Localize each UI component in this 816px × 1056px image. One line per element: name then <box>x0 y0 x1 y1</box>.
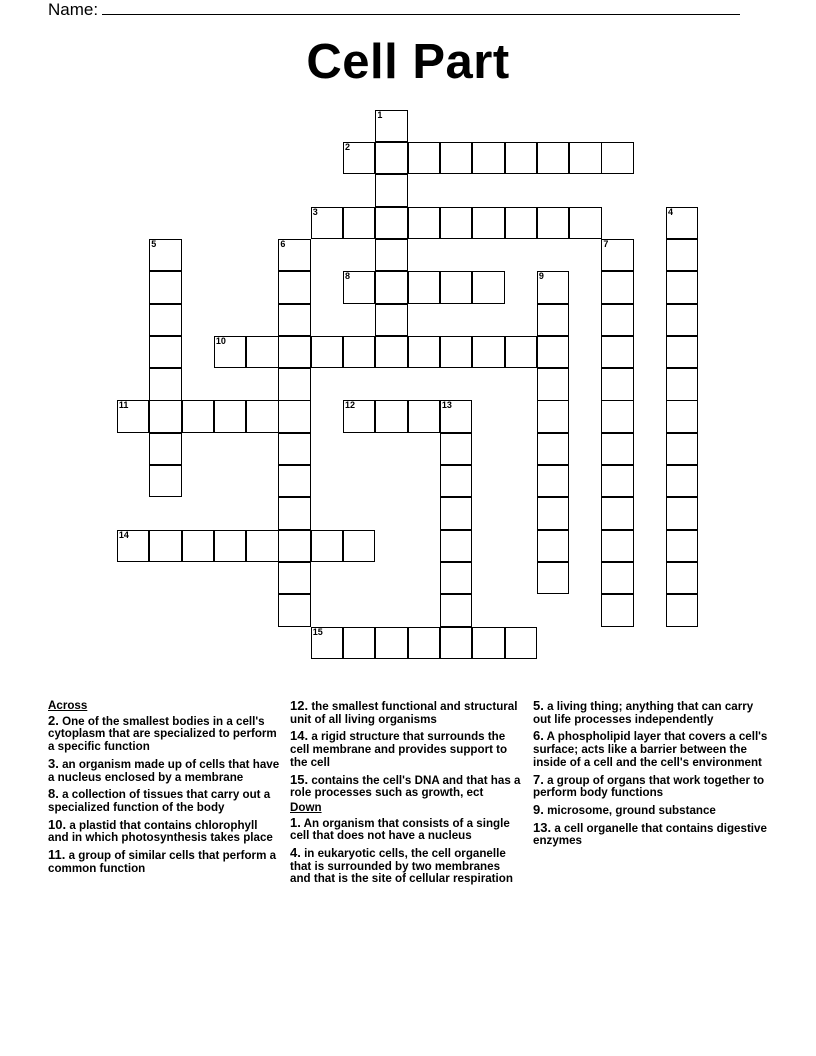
page-title: Cell Part <box>306 35 510 89</box>
grid-cell[interactable] <box>375 627 407 659</box>
grid-cell[interactable] <box>537 368 569 400</box>
grid-cell[interactable] <box>472 207 504 239</box>
clue-number: 4. <box>290 845 301 861</box>
grid-cell[interactable] <box>117 530 149 562</box>
grid-cell[interactable] <box>537 336 569 368</box>
grid-cell[interactable] <box>408 271 440 303</box>
grid-cell[interactable] <box>246 530 278 562</box>
grid-cell[interactable] <box>537 433 569 465</box>
clue-number: 10. <box>48 816 67 832</box>
grid-cell[interactable] <box>666 304 698 336</box>
across-heading: Across <box>48 699 88 712</box>
grid-cell[interactable] <box>375 110 407 142</box>
clue-number-label: 11 <box>118 400 129 411</box>
grid-cell[interactable] <box>601 465 633 497</box>
grid-cell[interactable] <box>149 336 181 368</box>
grid-cell[interactable] <box>505 627 537 659</box>
clue-text: in eukaryotic cells, the cell organelle that is surrounded by two membranes and that is the site of cellular respiration <box>290 847 513 886</box>
grid-cell[interactable] <box>375 207 407 239</box>
clue-number-label: 4 <box>668 206 674 217</box>
grid-cell[interactable] <box>343 207 375 239</box>
grid-cell[interactable] <box>601 400 633 432</box>
grid-cell[interactable] <box>278 562 310 594</box>
grid-cell[interactable] <box>601 497 633 529</box>
clue-number: 12. <box>290 698 309 713</box>
grid-cell[interactable] <box>440 627 472 659</box>
grid-cell[interactable] <box>440 530 472 562</box>
clue-across <box>48 816 280 845</box>
grid-cell[interactable] <box>214 400 246 432</box>
grid-cell[interactable] <box>246 336 278 368</box>
grid-cell[interactable] <box>149 304 181 336</box>
grid-cell[interactable] <box>537 142 569 174</box>
grid-cell[interactable] <box>343 271 375 303</box>
grid-cell[interactable] <box>472 271 504 303</box>
grid-cell[interactable] <box>149 465 181 497</box>
grid-cell[interactable] <box>408 207 440 239</box>
clue-number-label: 7 <box>603 238 609 249</box>
grid-cell[interactable] <box>375 400 407 432</box>
grid-cell[interactable] <box>666 239 698 271</box>
grid-cell[interactable] <box>408 336 440 368</box>
clue-across <box>290 730 522 769</box>
grid-cell[interactable] <box>666 465 698 497</box>
grid-cell[interactable] <box>408 627 440 659</box>
clue-number: 6. <box>533 728 544 744</box>
clue-number: 5. <box>533 698 544 713</box>
grid-cell[interactable] <box>537 497 569 529</box>
clue-number-label: 15 <box>312 626 323 637</box>
grid-cell[interactable] <box>601 562 633 594</box>
clue-across <box>290 700 522 726</box>
grid-cell[interactable] <box>537 207 569 239</box>
grid-cell[interactable] <box>343 142 375 174</box>
grid-cell[interactable] <box>569 207 601 239</box>
grid-cell[interactable] <box>343 627 375 659</box>
grid-cell[interactable] <box>537 562 569 594</box>
clue-number-label: 5 <box>151 238 157 249</box>
clue-text: a plastid that contains chlorophyll and in which photosynthesis takes place <box>48 818 273 845</box>
clue-column-3 <box>533 700 773 852</box>
clue-number-label: 1 <box>377 109 383 120</box>
clue-across <box>290 771 522 800</box>
name-label: Name: <box>48 0 99 19</box>
grid-cell[interactable] <box>278 368 310 400</box>
clue-text: a collection of tissues that carry out a specialized function of the body <box>48 788 271 814</box>
grid-cell[interactable] <box>311 336 343 368</box>
grid-cell[interactable] <box>472 142 504 174</box>
grid-cell[interactable] <box>537 465 569 497</box>
grid-cell[interactable] <box>278 530 310 562</box>
grid-cell[interactable] <box>214 530 246 562</box>
grid-cell[interactable] <box>343 530 375 562</box>
grid-cell[interactable] <box>375 336 407 368</box>
clue-number: 8. <box>48 786 59 802</box>
grid-cell[interactable] <box>278 433 310 465</box>
grid-cell[interactable] <box>343 400 375 432</box>
grid-cell[interactable] <box>278 304 310 336</box>
grid-cell[interactable] <box>440 400 472 432</box>
grid-cell[interactable] <box>149 530 181 562</box>
clue-text: a cell organelle that contains digestive enzymes <box>533 821 767 848</box>
grid-cell[interactable] <box>440 336 472 368</box>
grid-cell[interactable] <box>505 336 537 368</box>
clue-down <box>290 814 522 843</box>
grid-cell[interactable] <box>666 336 698 368</box>
clue-number: 7. <box>533 771 544 787</box>
clue-text: a living thing; anything that can carry out life processes independently <box>533 700 754 726</box>
clue-number-label: 3 <box>312 206 318 217</box>
clue-down <box>533 819 773 848</box>
grid-cell[interactable] <box>149 400 181 432</box>
clue-text: microsome, ground substance <box>547 803 716 817</box>
grid-cell[interactable] <box>601 239 633 271</box>
grid-cell[interactable] <box>537 530 569 562</box>
clue-number-label: 2 <box>345 142 351 152</box>
clue-number: 13. <box>533 819 552 835</box>
grid-cell[interactable] <box>666 207 698 239</box>
clue-number-label: 8 <box>345 271 351 282</box>
clue-number-label: 13 <box>441 400 452 411</box>
clue-down <box>533 700 773 726</box>
grid-cell[interactable] <box>149 433 181 465</box>
grid-cell[interactable] <box>214 336 246 368</box>
grid-cell[interactable] <box>440 207 472 239</box>
grid-cell[interactable] <box>666 530 698 562</box>
clue-text: a group of similar cells that perform a common function <box>48 849 277 875</box>
grid-cell[interactable] <box>278 336 310 368</box>
grid-cell[interactable] <box>182 400 214 432</box>
grid-cell[interactable] <box>666 433 698 465</box>
grid-cell[interactable] <box>440 271 472 303</box>
clue-text: contains the cell's DNA and that has a role processes such as growth, ect <box>290 773 521 800</box>
grid-cell[interactable] <box>278 239 310 271</box>
grid-cell[interactable] <box>601 304 633 336</box>
clue-column-2 <box>290 700 522 890</box>
grid-cell[interactable] <box>537 400 569 432</box>
grid-cell[interactable] <box>472 336 504 368</box>
grid-cell[interactable] <box>375 239 407 271</box>
grid-cell[interactable] <box>666 368 698 400</box>
grid-cell[interactable] <box>666 271 698 303</box>
clue-number: 1. <box>290 814 301 830</box>
grid-cell[interactable] <box>601 271 633 303</box>
clue-number-label: 12 <box>345 400 356 411</box>
clue-text: An organism that consists of a single cell that does not have a nucleus <box>290 816 510 843</box>
clue-number: 2. <box>48 712 59 728</box>
grid-cell[interactable] <box>149 271 181 303</box>
grid-cell[interactable] <box>311 627 343 659</box>
grid-cell[interactable] <box>311 530 343 562</box>
grid-cell[interactable] <box>601 368 633 400</box>
clue-number-label: 14 <box>118 529 129 540</box>
grid-cell[interactable] <box>472 627 504 659</box>
grid-cell[interactable] <box>278 400 310 432</box>
grid-cell[interactable] <box>375 304 407 336</box>
grid-cell[interactable] <box>149 368 181 400</box>
grid-cell[interactable] <box>569 142 601 174</box>
grid-cell[interactable] <box>440 465 472 497</box>
clue-down <box>533 730 773 769</box>
grid-cell[interactable] <box>666 594 698 626</box>
grid-cell[interactable] <box>505 142 537 174</box>
grid-cell[interactable] <box>666 562 698 594</box>
grid-cell[interactable] <box>440 433 472 465</box>
clue-down <box>290 847 522 886</box>
clue-number: 15. <box>290 771 309 787</box>
clue-across <box>48 712 280 754</box>
grid-cell[interactable] <box>440 497 472 529</box>
grid-cell[interactable] <box>117 400 149 432</box>
grid-cell[interactable] <box>601 433 633 465</box>
grid-cell[interactable] <box>601 594 633 626</box>
clue-across <box>48 849 280 875</box>
grid-cell[interactable] <box>666 400 698 432</box>
clue-text: the smallest functional and structural unit of all living organisms <box>290 700 518 726</box>
down-heading: Down <box>290 800 322 814</box>
grid-cell[interactable] <box>537 271 569 303</box>
clue-number: 9. <box>533 801 544 817</box>
grid-cell[interactable] <box>278 594 310 626</box>
clue-column-1 <box>48 700 280 879</box>
grid-cell[interactable] <box>666 497 698 529</box>
clue-number-label: 10 <box>215 335 226 346</box>
grid-cell[interactable] <box>408 142 440 174</box>
grid-cell[interactable] <box>149 239 181 271</box>
grid-cell[interactable] <box>440 142 472 174</box>
grid-cell[interactable] <box>601 530 633 562</box>
clue-number: 14. <box>290 728 309 744</box>
clue-down <box>533 801 773 818</box>
clue-text: a group of organs that work together to perform body functions <box>533 773 765 800</box>
clue-number-label: 9 <box>538 271 544 282</box>
grid-cell[interactable] <box>440 594 472 626</box>
grid-cell[interactable] <box>537 304 569 336</box>
clue-number-label: 6 <box>280 238 286 249</box>
clue-across <box>48 755 280 784</box>
grid-cell[interactable] <box>375 142 407 174</box>
clue-number: 3. <box>48 755 59 771</box>
clue-text: One of the smallest bodies in a cell's cytoplasm that are specialized to perform a specific function <box>48 714 277 754</box>
grid-cell[interactable] <box>601 336 633 368</box>
grid-cell[interactable] <box>278 271 310 303</box>
grid-cell[interactable] <box>311 207 343 239</box>
grid-cell[interactable] <box>375 271 407 303</box>
grid-cell[interactable] <box>343 336 375 368</box>
clue-text: a rigid structure that surrounds the cell membrane and provides support to the cell <box>290 730 508 769</box>
grid-cell[interactable] <box>278 465 310 497</box>
grid-cell[interactable] <box>375 174 407 206</box>
grid-cell[interactable] <box>505 207 537 239</box>
clue-down <box>533 771 773 800</box>
grid-cell[interactable] <box>440 562 472 594</box>
grid-cell[interactable] <box>278 497 310 529</box>
grid-cell[interactable] <box>601 142 633 174</box>
grid-cell[interactable] <box>246 400 278 432</box>
clue-across <box>48 788 280 814</box>
clue-text: an organism made up of cells that have a nucleus enclosed by a membrane <box>48 757 280 784</box>
grid-cell[interactable] <box>408 400 440 432</box>
clue-text: A phospholipid layer that covers a cell's surface; acts like a barrier between the inside of a cell and the cell's environment <box>533 730 768 769</box>
clue-number: 11. <box>48 847 66 863</box>
grid-cell[interactable] <box>182 530 214 562</box>
